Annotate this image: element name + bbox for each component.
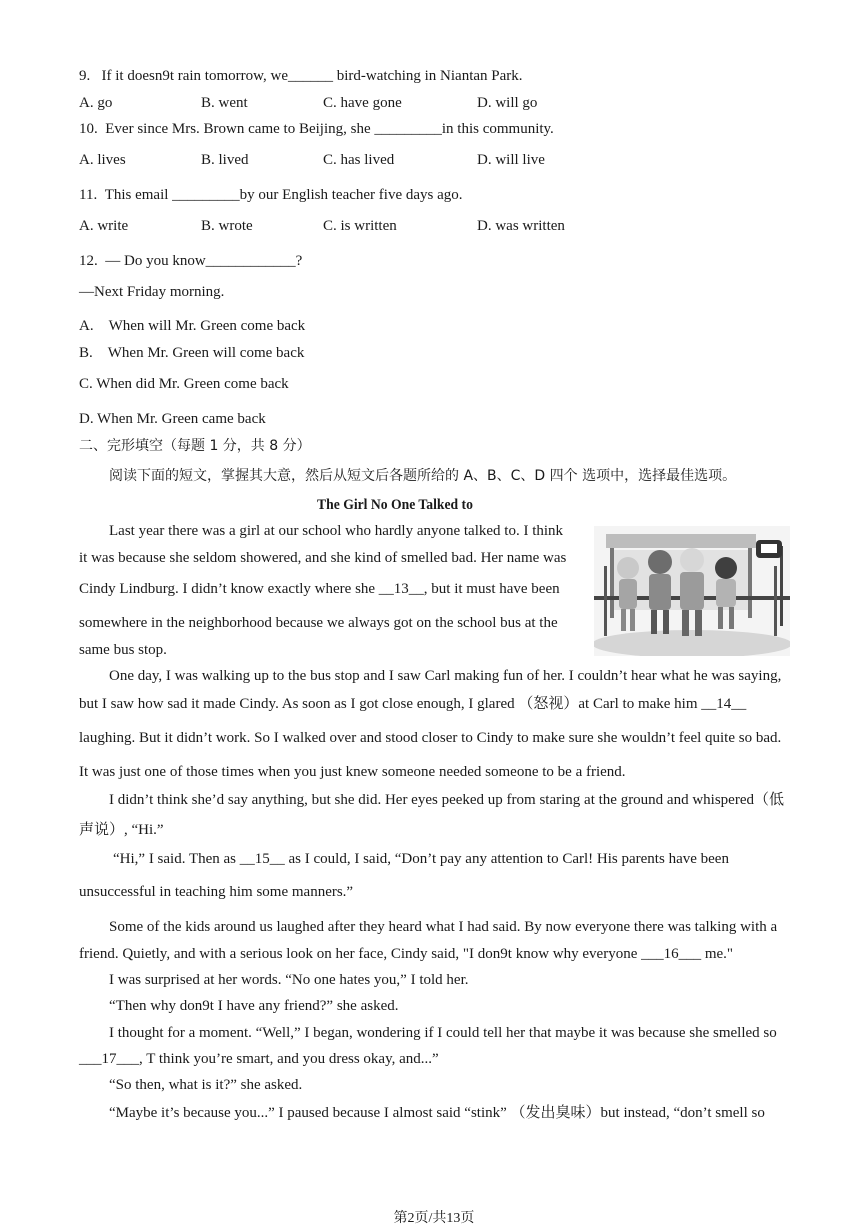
- passage-line: It was just one of those times when you just knew someone needed someone to be a friend.: [79, 764, 626, 780]
- section-instruction: 阅读下面的短文，掌握其大意，然后从短文后各题所给的 A、B、C、D 四个 选项中，选择最佳选项。: [109, 468, 737, 484]
- bus-stop-children-icon: [594, 526, 790, 656]
- passage-title: The Girl No One Talked to: [317, 497, 473, 513]
- passage-line: ___17___, T think you’re smart, and you dress okay, and...”: [79, 1051, 439, 1067]
- passage-line: friend. Quietly, and with a serious look on her face, Cindy said, "I don9t know why everyone ___16___ me.": [79, 946, 734, 962]
- question-9-option-b: B. went: [201, 95, 248, 111]
- question-9-option-c: C. have gone: [323, 95, 402, 111]
- question-10-stem: 10. Ever since Mrs. Brown came to Beijing, she _________in this community.: [79, 121, 554, 137]
- passage-line: I didn’t think she’d say anything, but she did. Her eyes peeked up from staring at the ground and whispered（低: [109, 792, 784, 808]
- question-12-reply: —Next Friday morning.: [79, 284, 225, 300]
- question-12-option-a: A. When will Mr. Green come back: [79, 318, 306, 334]
- question-9-stem: 9. If it doesn9t rain tomorrow, we______ bird-watching in Niantan Park.: [79, 68, 523, 84]
- passage-line: laughing. But it didn’t work. So I walked over and stood closer to Cindy to make sure she wouldn’t feel quite so bad.: [79, 730, 782, 746]
- question-11-option-a: A. write: [79, 218, 129, 234]
- question-10-option-b: B. lived: [201, 152, 249, 168]
- passage-line: Cindy Lindburg. I didn’t know exactly where she __13__, but it must have been: [79, 581, 560, 597]
- passage-line: “Hi,” I said. Then as __15__ as I could, I said, “Don’t pay any attention to Carl! His parents have been: [113, 851, 729, 867]
- question-11-option-c: C. is written: [323, 218, 397, 234]
- passage-line: “Then why don9t I have any friend?” she asked.: [109, 998, 399, 1014]
- passage-line: it was because she seldom showered, and she kind of smelled bad. Her name was: [79, 550, 567, 566]
- question-11-stem: 11. This email _________by our English teacher five days ago.: [79, 187, 463, 203]
- passage-line: I was surprised at her words. “No one hates you,” I told her.: [109, 972, 469, 988]
- passage-line: Last year there was a girl at our school who hardly anyone talked to. I think: [109, 523, 564, 539]
- page-footer: 第2页/共13页: [393, 1211, 475, 1226]
- passage-line: “Maybe it’s because you...” I paused because I almost said “stink” （发出臭味）but instead, “don’t smell so: [109, 1105, 765, 1121]
- passage-line: somewhere in the neighborhood because we always got on the school bus at the: [79, 615, 558, 631]
- question-9-option-a: A. go: [79, 95, 113, 111]
- question-9-option-d: D. will go: [477, 95, 538, 111]
- question-11-option-d: D. was written: [477, 218, 565, 234]
- question-12-stem: 12. — Do you know____________?: [79, 253, 303, 269]
- question-10-option-c: C. has lived: [323, 152, 395, 168]
- illustration: [594, 526, 790, 656]
- question-10-option-d: D. will live: [477, 152, 545, 168]
- question-11-option-b: B. wrote: [201, 218, 253, 234]
- passage-line: “So then, what is it?” she asked.: [109, 1077, 303, 1093]
- question-10-option-a: A. lives: [79, 152, 126, 168]
- section-heading: 二、完形填空（每题 1 分，共 8 分）: [79, 438, 311, 454]
- passage-line: unsuccessful in teaching him some manners.”: [79, 884, 354, 900]
- passage-line: One day, I was walking up to the bus stop and I saw Carl making fun of her. I couldn’t hear what he was saying,: [109, 668, 782, 684]
- question-12-option-c: C. When did Mr. Green come back: [79, 376, 289, 392]
- question-12-option-d: D. When Mr. Green came back: [79, 411, 266, 427]
- passage-line: I thought for a moment. “Well,” I began, wondering if I could tell her that maybe it was because she smelled so: [109, 1025, 777, 1041]
- passage-line: 声说）, “Hi.”: [79, 822, 164, 838]
- passage-line: but I saw how sad it made Cindy. As soon as I got close enough, I glared （怒视）at Carl to make him __14__: [79, 696, 747, 712]
- question-12-option-b: B. When Mr. Green will come back: [79, 345, 305, 361]
- passage-line: same bus stop.: [79, 642, 167, 658]
- passage-line: Some of the kids around us laughed after they heard what I had said. By now everyone there was talking with a: [109, 919, 778, 935]
